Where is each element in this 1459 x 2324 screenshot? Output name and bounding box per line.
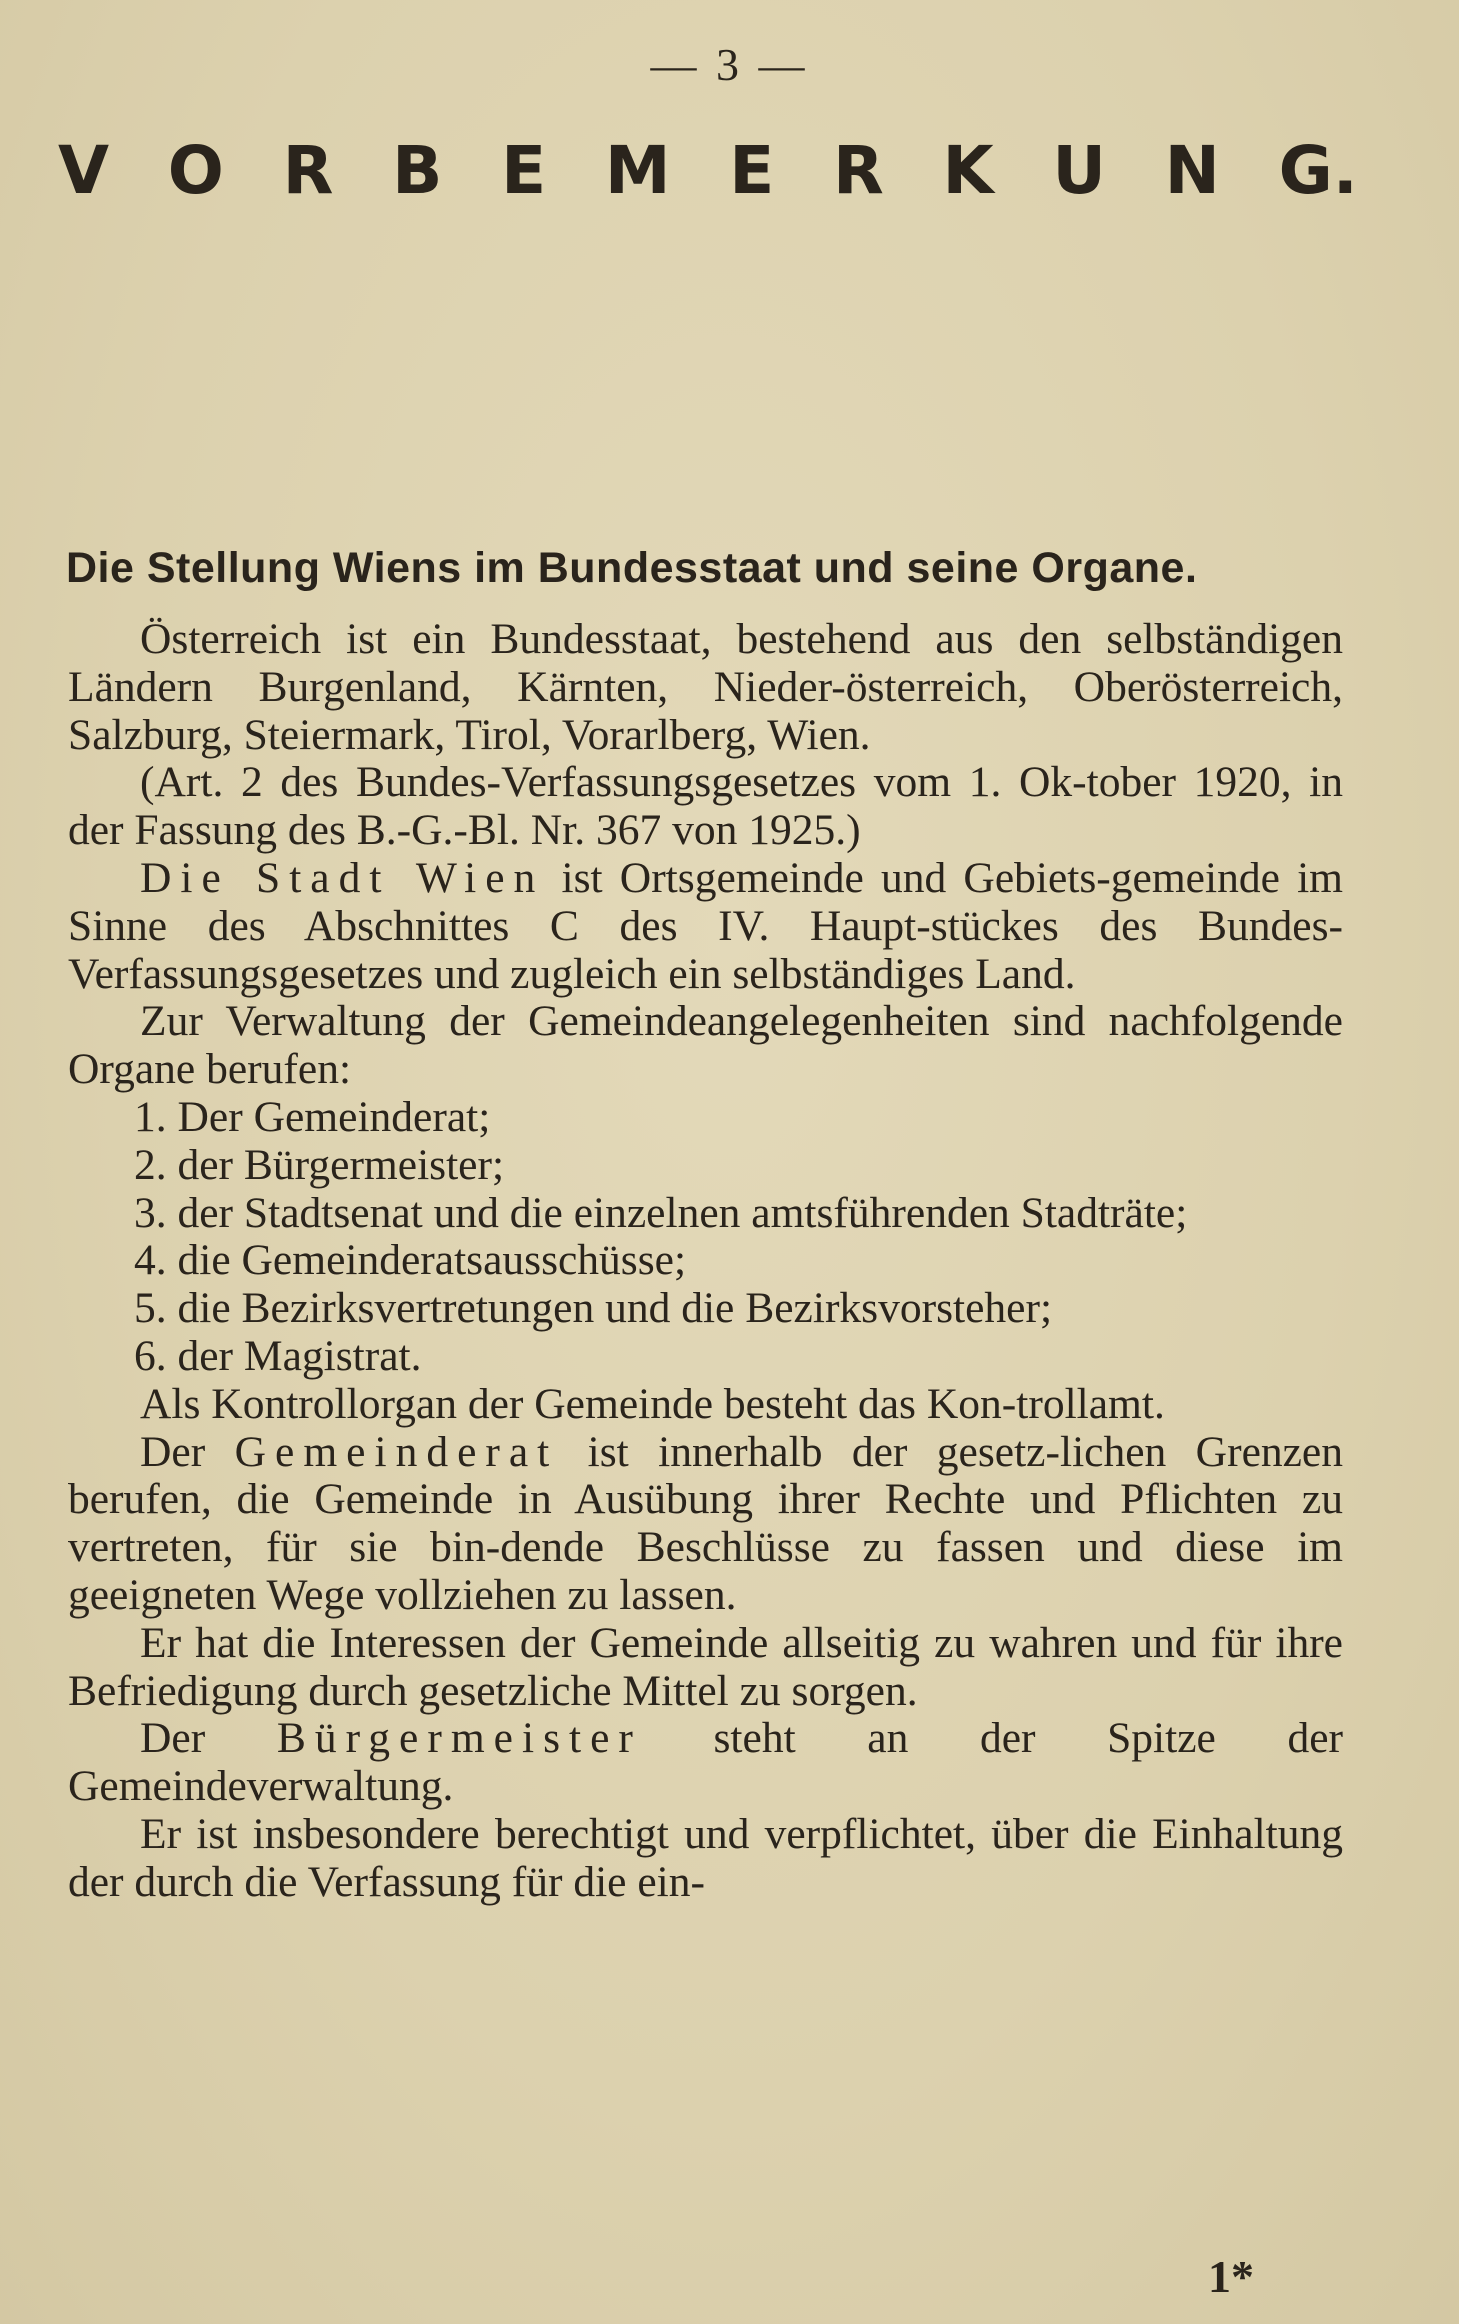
paragraph: [68, 1429, 1343, 1620]
paragraph-text: steht an der Spitze der Gemeindeverwaltung.: [68, 1714, 1343, 1811]
title-letter: M: [604, 132, 671, 209]
list-item: 1. Der Gemeinderat;: [134, 1092, 491, 1141]
title-letter: V: [58, 132, 110, 209]
paragraph: Als Kontrollorgan der Gemeinde besteht das Kon-trollamt.: [140, 1379, 1165, 1428]
body-text: [68, 616, 1343, 1907]
title-letter: N: [1164, 132, 1220, 209]
paragraph: Er hat die Interessen der Gemeinde allseitig zu wahren und für ihre Befriedigung durch gesetzliche Mittel zu sorgen.: [68, 1618, 1343, 1715]
list-item: 2. der Bürgermeister;: [134, 1140, 505, 1189]
section-heading: Die Stellung Wiens im Bundesstaat und seine Organe.: [66, 544, 1198, 592]
list-item: 6. der Magistrat.: [134, 1331, 422, 1380]
title-letter: B: [392, 132, 443, 209]
paragraph: Österreich ist ein Bundesstaat, bestehend aus den selbständigen Ländern Burgenland, Kärnten, Nieder-österreich, Oberösterreich, Salzburg, Steiermark, Tirol, Vorarlberg, Wien.: [68, 615, 1343, 759]
title-letter: U: [1052, 132, 1106, 209]
list-item: 4. die Gemeinderatsausschüsse;: [134, 1236, 687, 1285]
paragraph: Zur Verwaltung der Gemeindeangelegenheiten sind nachfolgende Organe berufen:: [68, 997, 1343, 1094]
paragraph: (Art. 2 des Bundes-Verfassungsgesetzes vom 1. Ok-tober 1920, in der Fassung des B.-G.-Bl. Nr. 367 von 1925.): [68, 758, 1343, 855]
paragraph-text: ist Ortsgemeinde und Gebiets-gemeinde im Sinne des Abschnittes C des IV. Haupt-stückes des Bundes-Verfassungsgesetzes und zugleich ein selbständiges Land.: [68, 853, 1343, 998]
title-letter: R: [833, 132, 884, 209]
title-letter: K: [942, 132, 994, 209]
signature-mark: 1*: [1208, 2251, 1254, 2302]
list-item: 5. die Bezirksvertretungen und die Bezirksvorsteher;: [134, 1284, 1053, 1333]
list-item: 3. der Stadtsenat und die einzelnen amtsführenden Stadträte;: [134, 1188, 1188, 1237]
main-title: [58, 132, 1358, 209]
title-letter: R: [282, 132, 334, 209]
paragraph-text: Der: [140, 1714, 277, 1763]
emphasized-term: Bürgermeister: [276, 1714, 642, 1763]
title-letter: E: [729, 132, 775, 209]
paragraph: [68, 855, 1343, 998]
title-letter: G.: [1278, 132, 1358, 209]
title-letter: E: [501, 132, 547, 209]
paragraph: Er ist insbesondere berechtigt und verpflichtet, über die Einhaltung der durch die Verfassung für die ein-: [68, 1809, 1343, 1906]
paragraph-text: ist innerhalb der gesetz-lichen Grenzen berufen, die Gemeinde in Ausübung ihrer Rechte und Pflichten zu vertreten, für sie bin-dende Beschlüsse zu fassen und diese im geeigneten Wege vollziehen zu lassen.: [68, 1427, 1343, 1619]
paragraph: [68, 1715, 1343, 1811]
title-letter: O: [167, 132, 224, 209]
emphasized-term: Die Stadt Wien: [140, 853, 545, 902]
paragraph-text: Der: [140, 1427, 235, 1476]
page-number: — 3 —: [650, 39, 809, 90]
emphasized-term: Gemeinderat: [234, 1427, 559, 1476]
